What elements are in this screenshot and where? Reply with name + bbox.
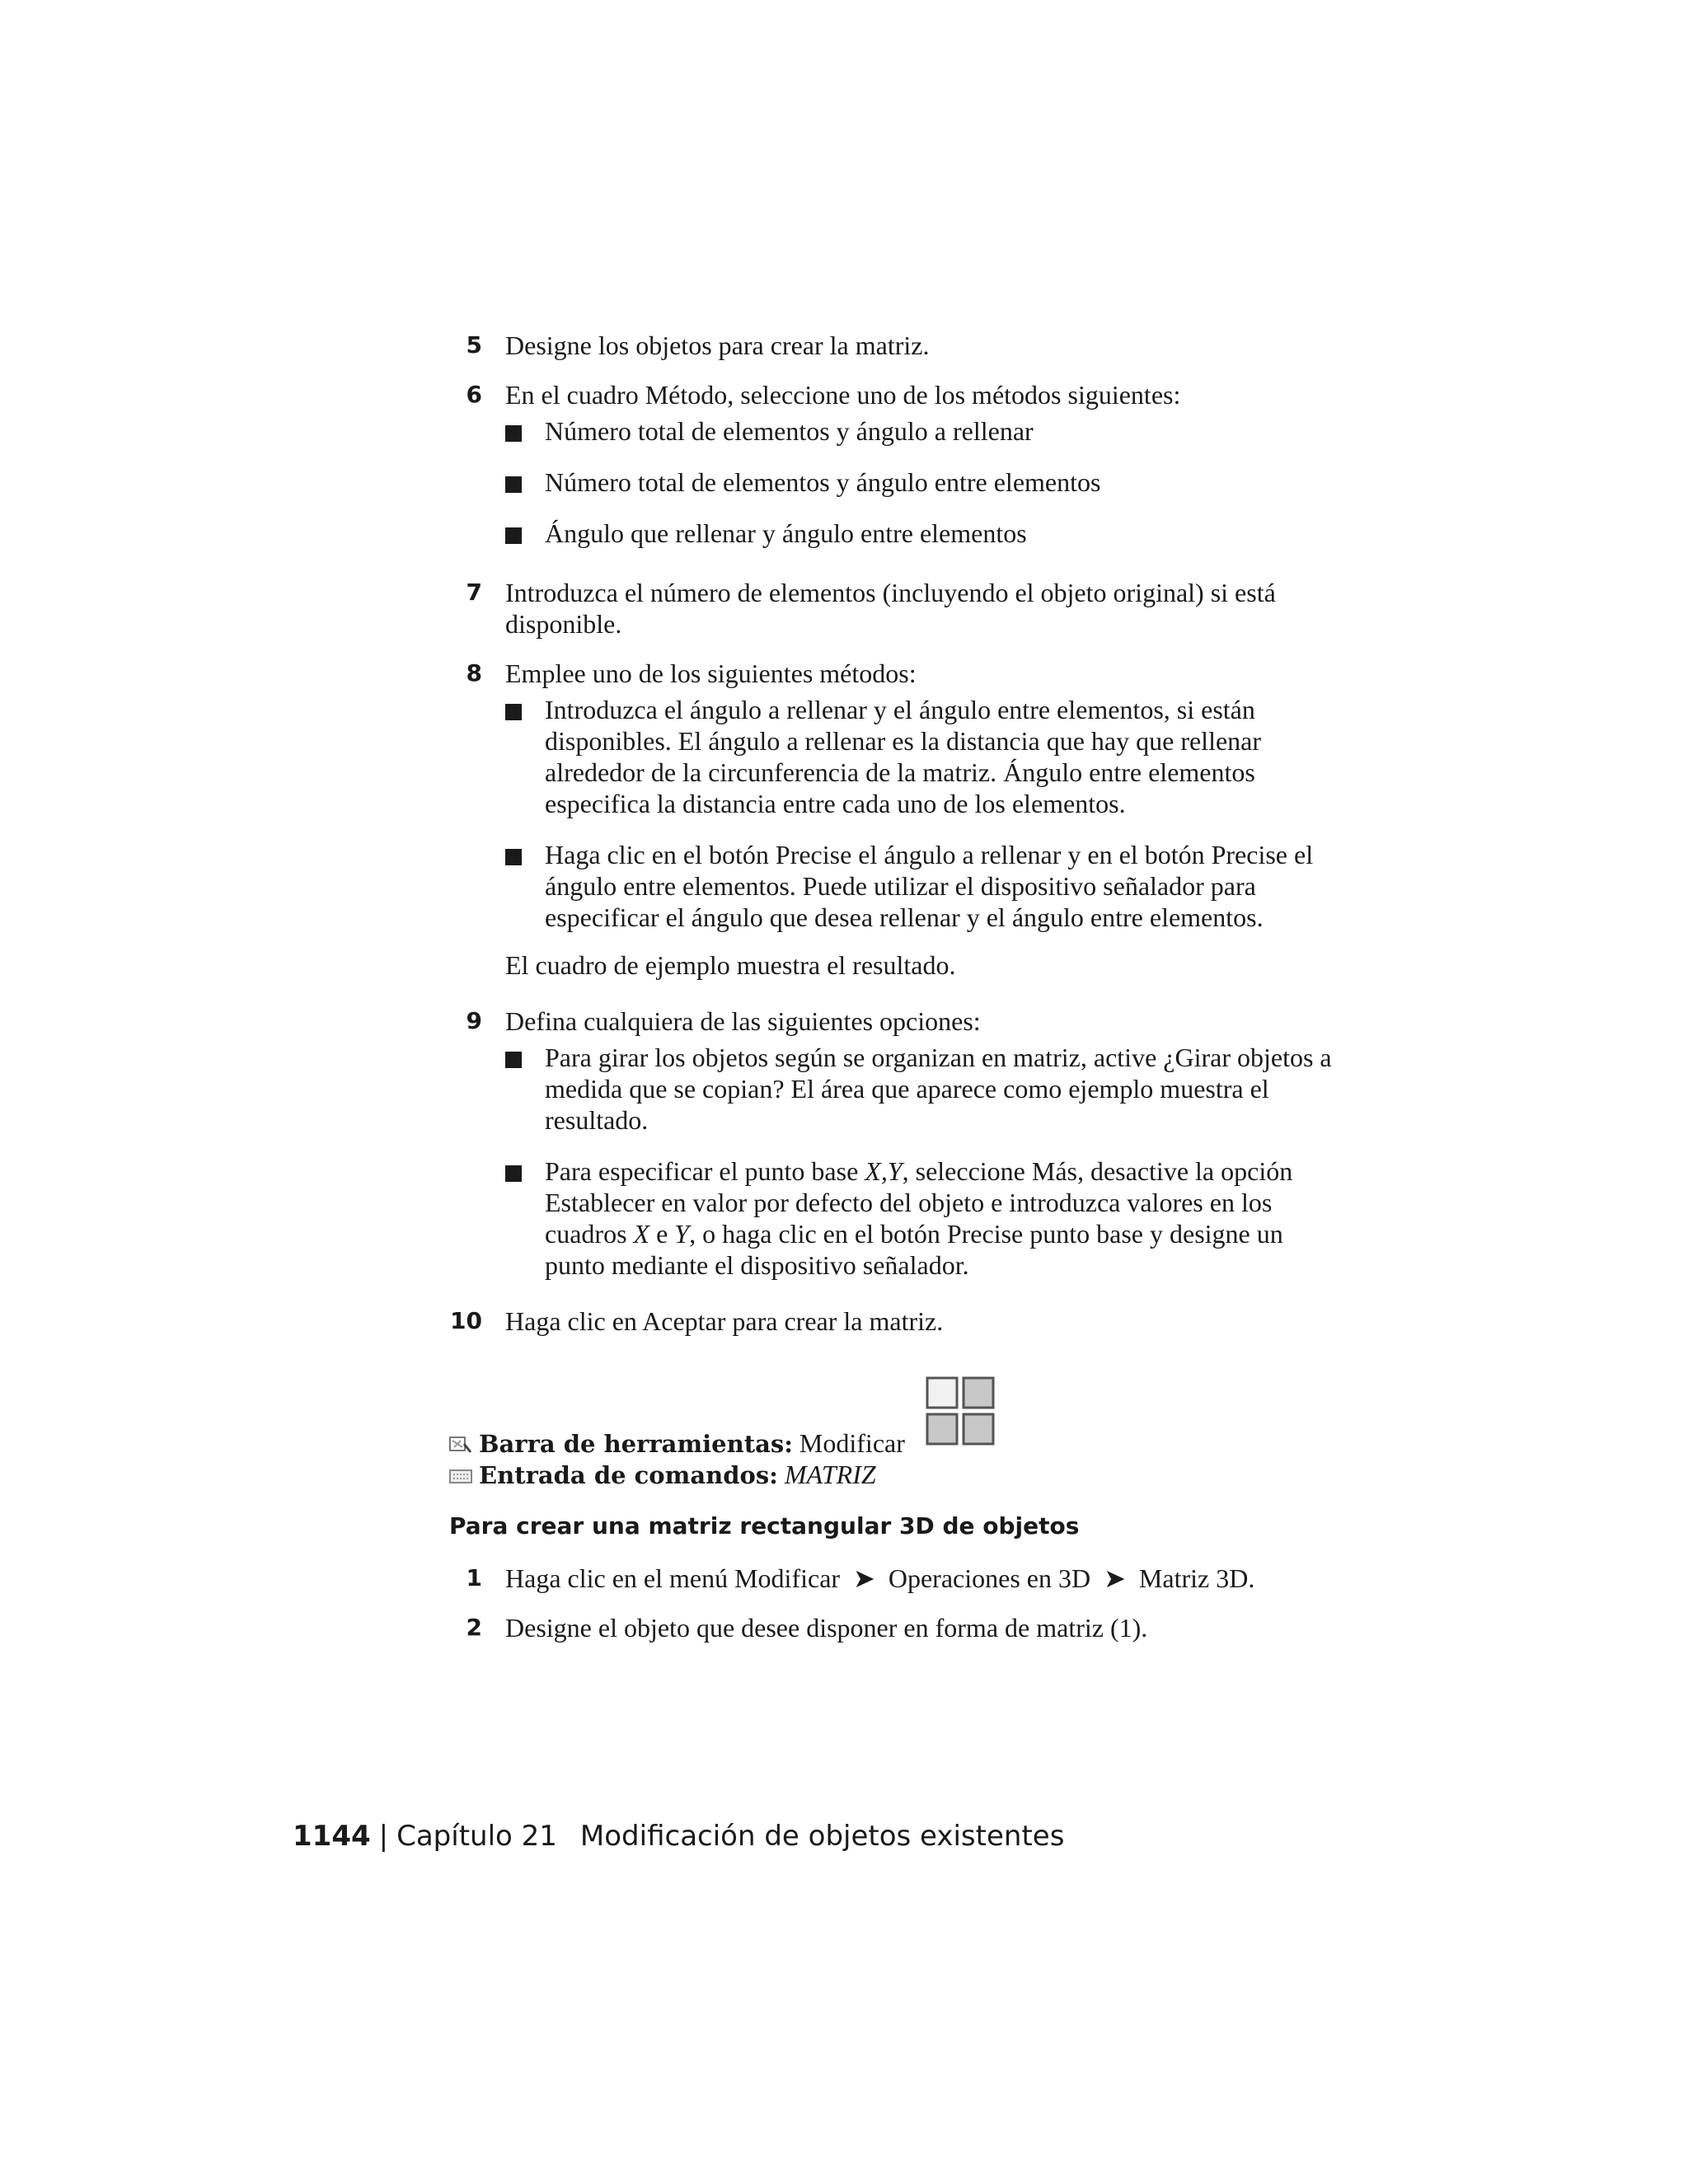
- bullet-list: [505, 415, 1339, 549]
- bullet-square-icon: [505, 1052, 522, 1068]
- step-text: Emplee uno de los siguientes métodos:: [505, 658, 917, 688]
- chapter-label: Capítulo 21: [396, 1820, 557, 1853]
- text-run: , seleccione Más, desactive la opción Establecer en valor por defecto del objeto e introduzca valores en los cuadros: [545, 1156, 1293, 1249]
- step-7: [449, 577, 1339, 640]
- list-item: [505, 694, 1339, 819]
- text-run-italic: X,Y: [865, 1156, 903, 1186]
- list-item: [505, 1042, 1339, 1136]
- arrow-icon: ➤: [853, 1563, 875, 1593]
- bullet-text: Introduzca el ángulo a rellenar y el ángulo entre elementos, si están disponibles. El ángulo a rellenar es la distancia que hay que rellenar alrededor de la circunferencia de la matriz. Ángulo entre elementos especifica la distancia entre cada uno de los elementos.: [545, 695, 1262, 818]
- list-item: [505, 1155, 1339, 1281]
- step-6: [449, 379, 1339, 549]
- bullet-square-icon: [505, 527, 522, 544]
- step-text: Designe el objeto que desee disponer en forma de matriz (1).: [505, 1613, 1148, 1643]
- step-number: 9: [466, 1007, 482, 1034]
- step-number: 8: [466, 659, 482, 687]
- page-number: 1144: [293, 1820, 371, 1853]
- toolbar-line: [449, 1427, 905, 1460]
- step-text: Introduzca el número de elementos (incluyendo el objeto original) si está disponible.: [505, 578, 1276, 639]
- step-1: [449, 1563, 1339, 1594]
- step-text: Designe los objetos para crear la matriz.: [505, 330, 930, 360]
- bullet-text: [545, 1156, 1292, 1280]
- bullet-square-icon: [505, 704, 522, 720]
- toolbar-label: Barra de herramientas:: [479, 1430, 793, 1458]
- step-number: 5: [466, 331, 482, 359]
- list-item: [505, 518, 1339, 549]
- bullet-text: Para girar los objetos según se organizan en matriz, active ¿Girar objetos a medida que se copian? El área que aparece como ejemplo muestra el resultado.: [545, 1043, 1332, 1135]
- bullet-list: [505, 694, 1339, 933]
- bullet-text: Haga clic en el botón Precise el ángulo a rellenar y en el botón Precise el ángulo entre elementos. Puede utilizar el dispositivo señalador para especificar el ángulo que desea rellenar y el ángulo entre elementos.: [545, 840, 1314, 932]
- menu-path-item: Operaciones en 3D: [888, 1563, 1091, 1593]
- text-run-italic: X: [633, 1219, 650, 1249]
- bullet-list: [505, 1042, 1339, 1281]
- step-text: Haga clic en Aceptar para crear la matriz.: [505, 1306, 944, 1336]
- section-heading: Para crear una matriz rectangular 3D de objetos: [449, 1512, 1080, 1540]
- toolbar-icon: [449, 1436, 472, 1454]
- step-5: [449, 330, 1339, 361]
- step-number: 1: [466, 1564, 482, 1591]
- list-item: [505, 839, 1339, 933]
- step-text: Defina cualquiera de las siguientes opciones:: [505, 1006, 981, 1036]
- arrow-icon: ➤: [1104, 1563, 1126, 1593]
- step-number: 6: [466, 381, 482, 408]
- footer-separator: |: [378, 1820, 389, 1853]
- menu-path-item: Matriz 3D.: [1138, 1563, 1255, 1593]
- bullet-text: Ángulo que rellenar y ángulo entre elementos: [545, 518, 1027, 548]
- text-run-italic: Y: [674, 1219, 690, 1249]
- command-label: Entrada de comandos:: [479, 1461, 778, 1489]
- list-item: [505, 415, 1339, 447]
- toolbar-value: Modificar: [799, 1428, 905, 1458]
- bullet-text: Número total de elementos y ángulo entre elementos: [545, 467, 1101, 497]
- bullet-text: Número total de elementos y ángulo a rellenar: [545, 416, 1034, 446]
- step-number: 10: [450, 1307, 482, 1334]
- chapter-title: Modificación de objetos existentes: [579, 1820, 1065, 1853]
- command-value: MATRIZ: [784, 1460, 876, 1489]
- step-number: 7: [466, 579, 482, 606]
- step-10: [449, 1305, 1339, 1337]
- text-run: e: [649, 1219, 675, 1249]
- page-content: [449, 330, 1339, 1661]
- bullet-square-icon: [505, 476, 522, 493]
- step-2: [449, 1612, 1339, 1643]
- array-icon: [926, 1376, 996, 1447]
- keyboard-icon: [449, 1467, 472, 1485]
- page-footer: [293, 1820, 1064, 1853]
- menu-path-item: Haga clic en el menú Modificar: [505, 1563, 841, 1593]
- list-item: [505, 466, 1339, 498]
- step-note: El cuadro de ejemplo muestra el resultado.: [505, 950, 956, 980]
- text-run: , o haga clic en el botón Precise punto base y designe un punto mediante el dispositivo señalador.: [545, 1219, 1283, 1280]
- bullet-square-icon: [505, 849, 522, 865]
- step-text: En el cuadro Método, seleccione uno de los métodos siguientes:: [505, 380, 1181, 410]
- command-line: [449, 1459, 876, 1491]
- step-9: [449, 1005, 1339, 1281]
- bullet-square-icon: [505, 1165, 522, 1182]
- step-8: [449, 658, 1339, 981]
- access-methods: [449, 1376, 1339, 1492]
- bullet-square-icon: [505, 425, 522, 442]
- text-run: Para especificar el punto base: [545, 1156, 865, 1186]
- step-number: 2: [466, 1614, 482, 1641]
- step-text: [505, 1563, 1254, 1593]
